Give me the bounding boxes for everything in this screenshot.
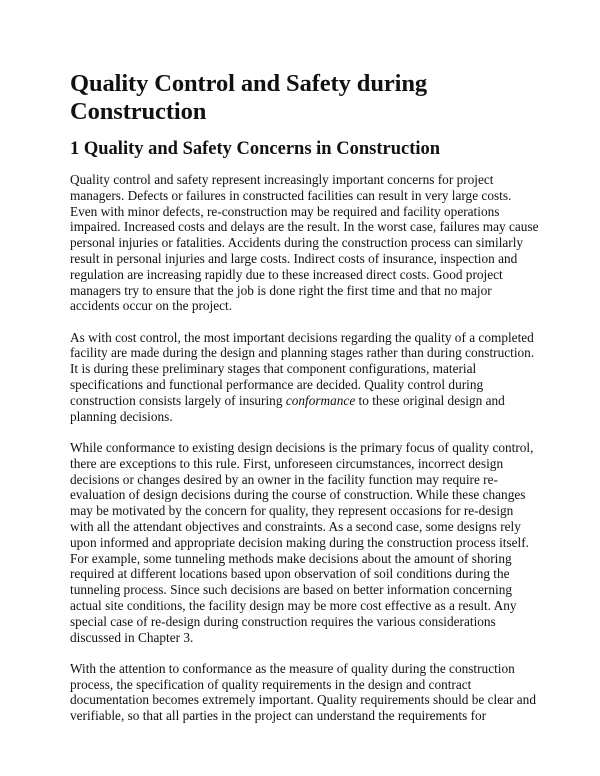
paragraph-1: Quality control and safety represent increasingly important concerns for project managers. Defects or failures in constructed facilities can result in very large costs. Even with minor defects, re-construction may be required and facility operations impaired. Increased costs and delays are the result. In the worst case, failures may cause personal injuries or fatalities. Accidents during the construction process can similarly result in personal injuries and large costs. Indirect costs of insurance, inspection and regulation are increasing rapidly due to these increased direct costs. Good project managers try to ensure that the job is done right the first time and that no major accidents occur on the project. xyxy=(70,172,539,314)
paragraph-2-emphasis: conformance xyxy=(285,392,356,408)
paragraph-4: With the attention to conformance as the measure of quality during the construction process, the specification of quality requirements in the design and contract documentation becomes extremely important. Quality requirements should be clear and verifiable, so that all parties in the project can understand the requirements for xyxy=(70,660,536,724)
section-heading: 1 Quality and Safety Concerns in Construction xyxy=(70,139,441,159)
paragraph-2 xyxy=(70,330,540,425)
document-title: Quality Control and Safety during Construction xyxy=(70,70,427,125)
paragraph-3: While conformance to existing design decisions is the primary focus of quality control, there are exceptions to this rule. First, unforeseen circumstances, incorrect design decisions or changes desired by an owner in the facility function may require re-evaluation of design decisions during the course of construction. While these changes may be motivated by the concern for quality, they represent occasions for re-design with all the attendant objectives and constraints. As a second case, some designs rely upon informed and appropriate decision making during the construction process itself. For example, some tunneling methods make decisions about the amount of shoring required at different locations based upon observation of soil conditions during the tunneling process. Since such decisions are based on better information concerning actual site conditions, the facility design may be more cost effective as a result. Any special case of re-design during construction requires the various considerations discussed in Chapter 3. xyxy=(70,439,534,645)
document-page xyxy=(70,70,540,740)
paragraph-2-text-after: to these original design and planning decisions. xyxy=(70,392,505,424)
paragraph-2-text-before: As with cost control, the most important decisions regarding the quality of a completed facility are made during the design and planning stages rather than during construction. It is during these preliminary stages that component configurations, material specifications and functional performance are decided. Quality control during construction consists largely of insuring xyxy=(70,329,535,408)
